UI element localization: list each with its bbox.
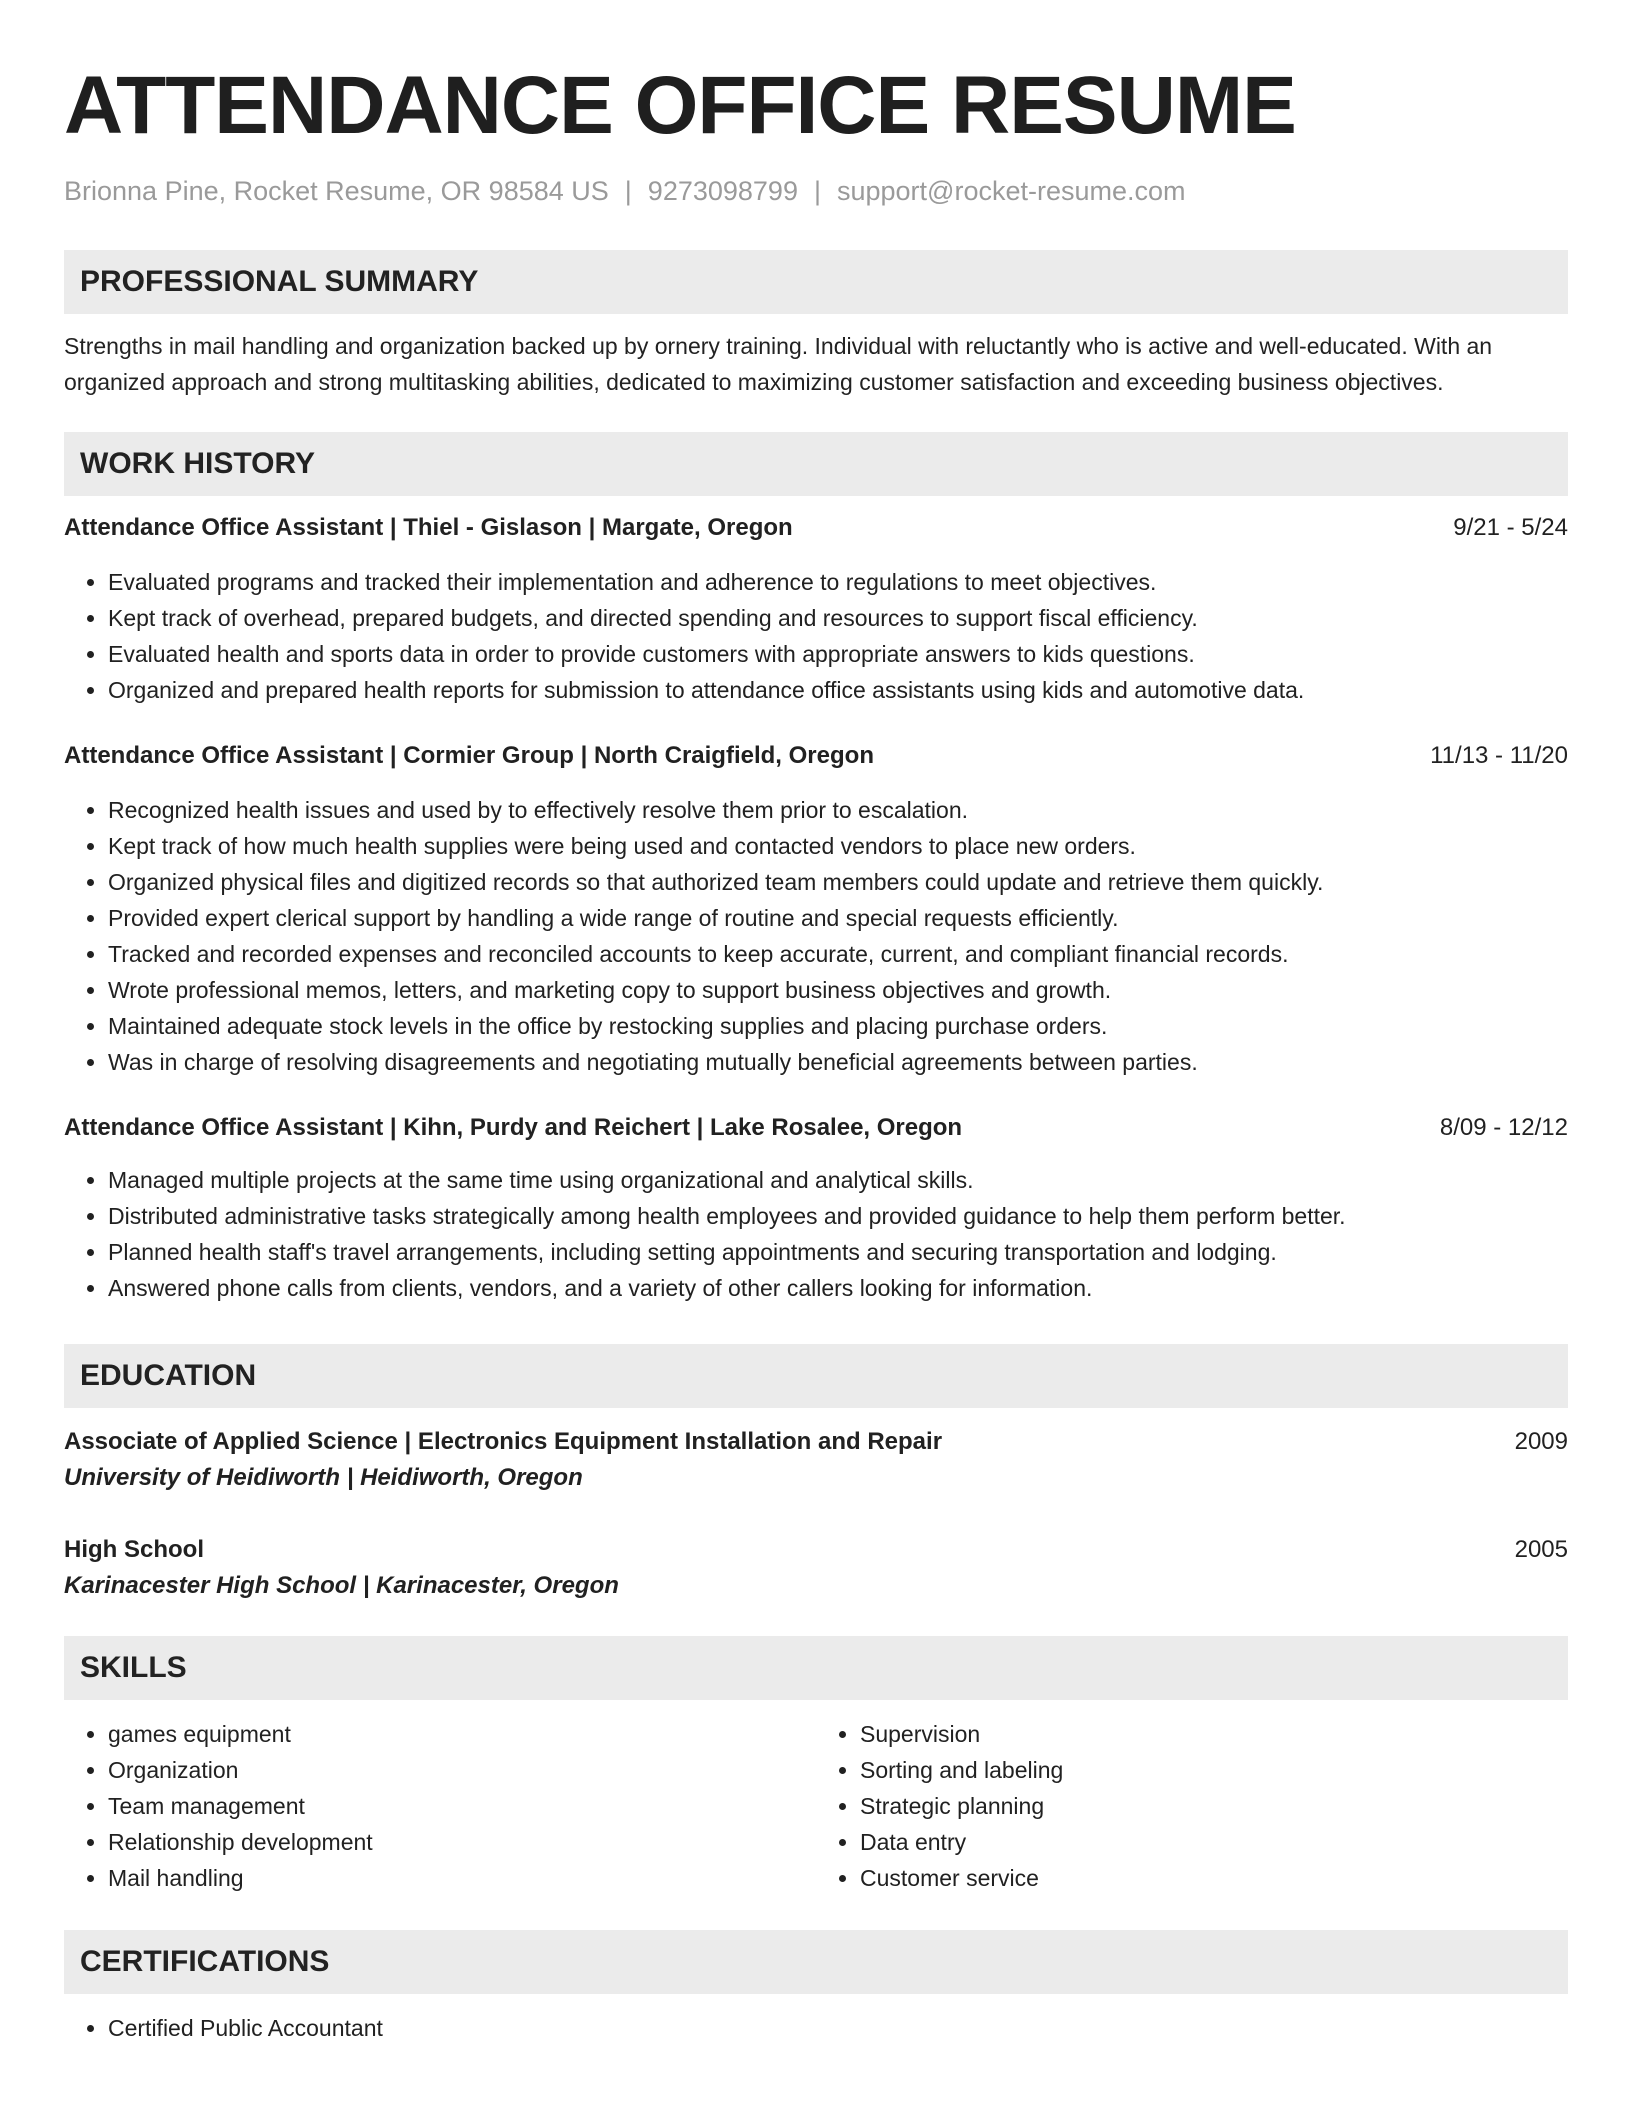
skills-grid bbox=[64, 1716, 1568, 1896]
list-item: • Strategic planning bbox=[860, 1788, 1568, 1824]
list-item: • Mail handling bbox=[108, 1860, 816, 1896]
job-entry bbox=[64, 512, 1568, 708]
education-degree: High School bbox=[64, 1536, 204, 1563]
list-item: • Sorting and labeling bbox=[860, 1752, 1568, 1788]
certifications-list bbox=[64, 2010, 1568, 2046]
section-heading-education: EDUCATION bbox=[64, 1344, 1568, 1408]
list-item: • Relationship development bbox=[108, 1824, 816, 1860]
list-item: • Certified Public Accountant bbox=[108, 2010, 1568, 2046]
section-heading-certifications: CERTIFICATIONS bbox=[64, 1930, 1568, 1994]
education-school: University of Heidiworth | Heidiworth, Oregon bbox=[64, 1464, 583, 1491]
job-bullets bbox=[64, 1162, 1568, 1306]
job-header bbox=[64, 1112, 1568, 1144]
contact-line bbox=[64, 174, 1568, 208]
education-school: Karinacester High School | Karinacester, Oregon bbox=[64, 1572, 619, 1599]
list-item: • Evaluated health and sports data in order to provide customers with appropriate answers to kids questions. bbox=[108, 636, 1568, 672]
contact-separator: | bbox=[624, 176, 632, 206]
list-item: • Organization bbox=[108, 1752, 816, 1788]
list-item: • Customer service bbox=[860, 1860, 1568, 1896]
job-title: Attendance Office Assistant | Cormier Group | North Craigfield, Oregon bbox=[64, 742, 874, 769]
job-dates: 8/09 - 12/12 bbox=[1439, 1114, 1568, 1141]
job-entry bbox=[64, 1112, 1568, 1306]
list-item: • Distributed administrative tasks strategically among health employees and provided guidance to help them perform better. bbox=[108, 1198, 1568, 1234]
list-item: • Wrote professional memos, letters, and marketing copy to support business objectives and growth. bbox=[108, 972, 1568, 1008]
job-title: Attendance Office Assistant | Thiel - Gislason | Margate, Oregon bbox=[64, 514, 793, 541]
list-item: • Organized and prepared health reports for submission to attendance office assistants using kids and automotive data. bbox=[108, 672, 1568, 708]
job-dates: 9/21 - 5/24 bbox=[1453, 514, 1568, 541]
education-year: 2009 bbox=[1514, 1428, 1568, 1455]
list-item: • Evaluated programs and tracked their implementation and adherence to regulations to meet objectives. bbox=[108, 564, 1568, 600]
education-header bbox=[64, 1424, 1568, 1460]
list-item: • Managed multiple projects at the same time using organizational and analytical skills. bbox=[108, 1162, 1568, 1198]
list-item: • Kept track of how much health supplies were being used and contacted vendors to place new orders. bbox=[108, 828, 1568, 864]
summary-text: Strengths in mail handling and organization backed up by ornery training. Individual with reluctantly who is active and well-educated. With an organized approach and strong multitasking abilities, dedicated to maximizing customer satisfaction and exceeding business objectives. bbox=[64, 333, 1493, 395]
section-heading-skills: SKILLS bbox=[64, 1636, 1568, 1700]
list-item: • Recognized health issues and used by to effectively resolve them prior to escalation. bbox=[108, 792, 1568, 828]
skills-list-left bbox=[64, 1716, 816, 1896]
list-item: • Organized physical files and digitized records so that authorized team members could update and retrieve them quickly. bbox=[108, 864, 1568, 900]
section-heading-summary: PROFESSIONAL SUMMARY bbox=[64, 250, 1568, 314]
contact-separator: | bbox=[813, 176, 821, 206]
job-header bbox=[64, 740, 1568, 772]
list-item: • Maintained adequate stock levels in the office by restocking supplies and placing purchase orders. bbox=[108, 1008, 1568, 1044]
list-item: • Supervision bbox=[860, 1716, 1568, 1752]
education-degree: Associate of Applied Science | Electronics Equipment Installation and Repair bbox=[64, 1428, 943, 1455]
job-entry bbox=[64, 740, 1568, 1080]
job-dates: 11/13 - 11/20 bbox=[1430, 742, 1568, 769]
education-entry bbox=[64, 1424, 1568, 1496]
list-item: • games equipment bbox=[108, 1716, 816, 1752]
skills-list-right bbox=[816, 1716, 1568, 1896]
job-header bbox=[64, 512, 1568, 544]
list-item: • Was in charge of resolving disagreements and negotiating mutually beneficial agreements between parties. bbox=[108, 1044, 1568, 1080]
list-item: • Team management bbox=[108, 1788, 816, 1824]
contact-address: Brionna Pine, Rocket Resume, OR 98584 US bbox=[64, 176, 609, 206]
section-heading-work: WORK HISTORY bbox=[64, 432, 1568, 496]
job-title: Attendance Office Assistant | Kihn, Purdy and Reichert | Lake Rosalee, Oregon bbox=[64, 1114, 963, 1141]
contact-phone: 9273098799 bbox=[647, 176, 798, 206]
list-item: • Planned health staff's travel arrangements, including setting appointments and securing transportation and lodging. bbox=[108, 1234, 1568, 1270]
job-bullets bbox=[64, 564, 1568, 708]
job-bullets bbox=[64, 792, 1568, 1080]
contact-email: support@rocket-resume.com bbox=[836, 176, 1186, 206]
resume-title: ATTENDANCE OFFICE RESUME bbox=[64, 60, 1296, 151]
list-item: • Tracked and recorded expenses and reconciled accounts to keep accurate, current, and compliant financial records. bbox=[108, 936, 1568, 972]
education-entry bbox=[64, 1532, 1568, 1604]
list-item: • Provided expert clerical support by handling a wide range of routine and special requests efficiently. bbox=[108, 900, 1568, 936]
education-header bbox=[64, 1532, 1568, 1568]
list-item: • Kept track of overhead, prepared budgets, and directed spending and resources to support fiscal efficiency. bbox=[108, 600, 1568, 636]
list-item: • Answered phone calls from clients, vendors, and a variety of other callers looking for information. bbox=[108, 1270, 1568, 1306]
list-item: • Data entry bbox=[860, 1824, 1568, 1860]
education-year: 2005 bbox=[1514, 1536, 1568, 1563]
